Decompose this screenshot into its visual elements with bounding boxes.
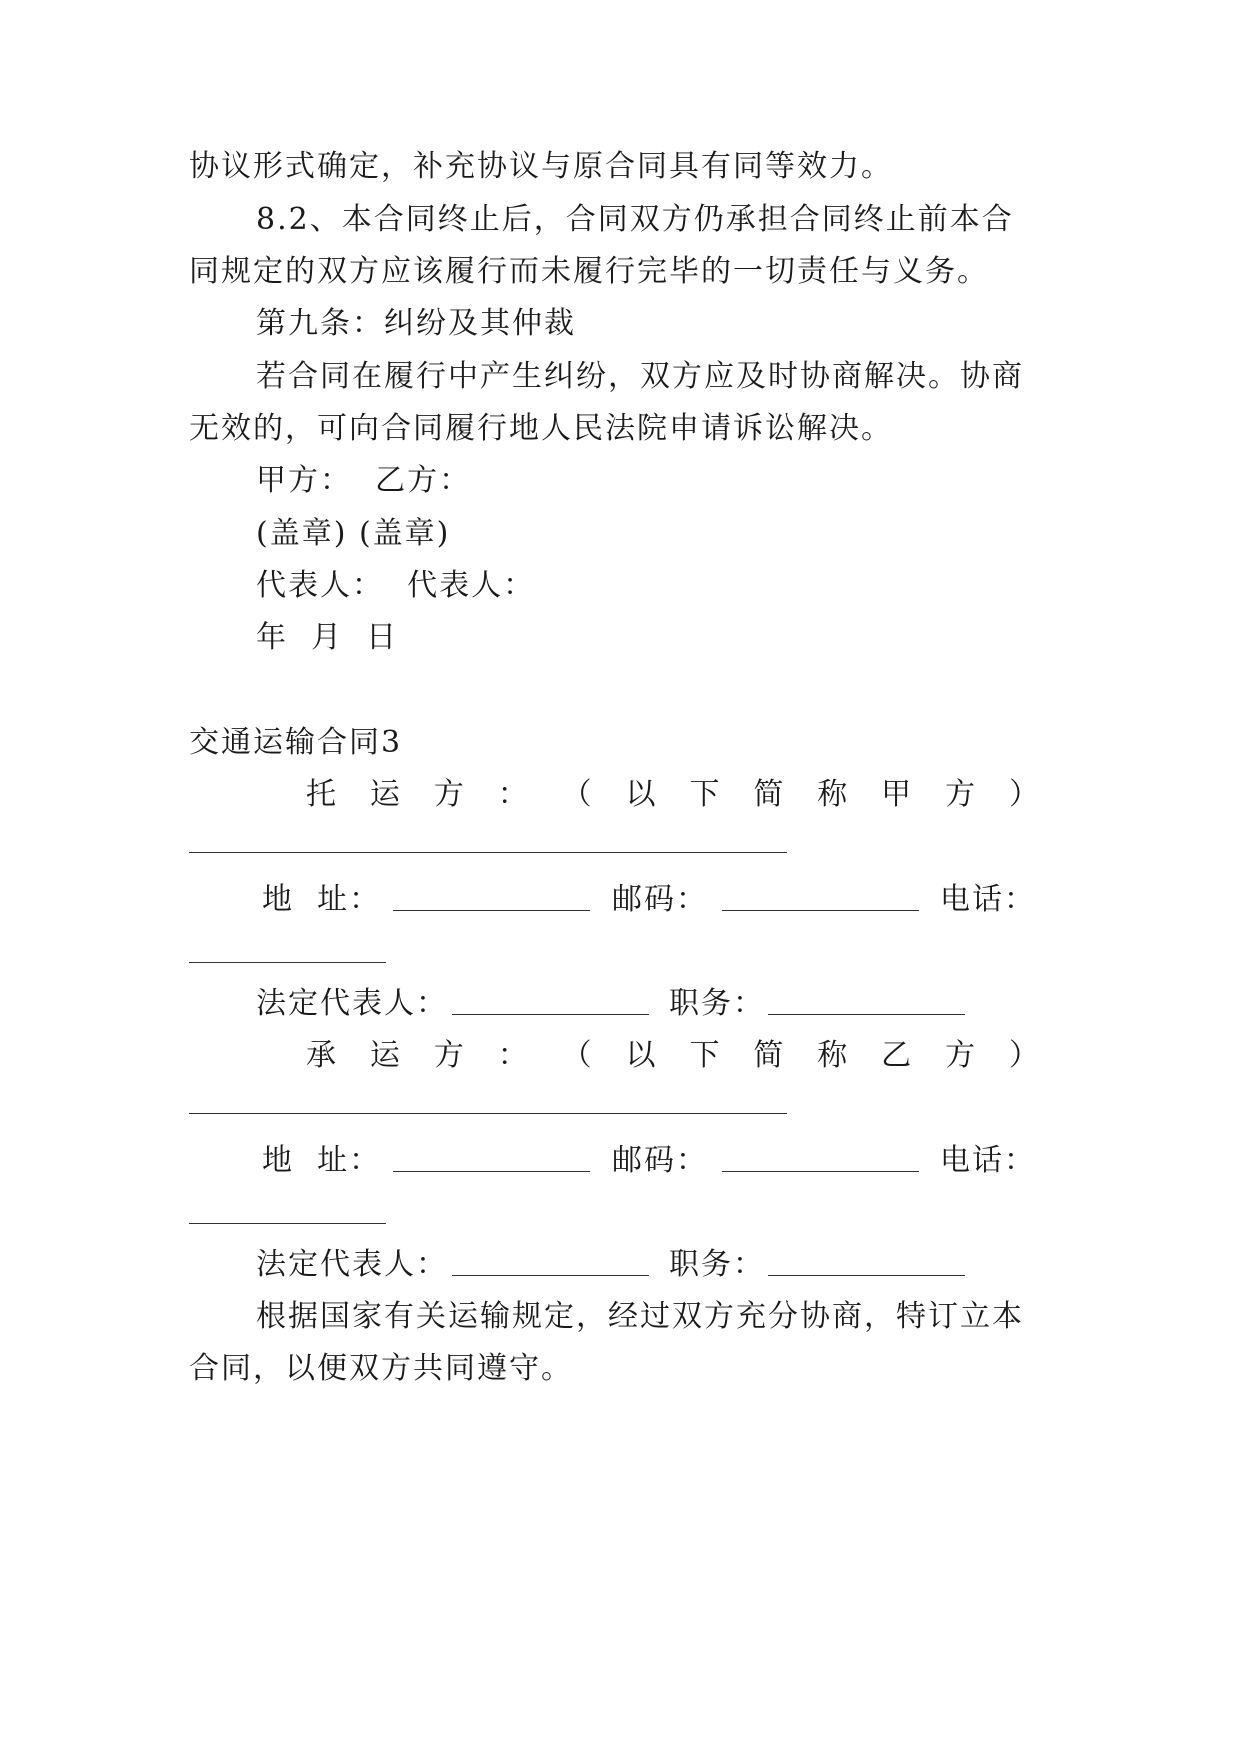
shipper-name-blank (189, 852, 787, 853)
carrier-address-label: 地 址： (262, 1143, 382, 1178)
carrier-char: 承 (306, 1038, 338, 1073)
shipper-party-line (306, 775, 1041, 815)
carrier-char: 称 (817, 1038, 850, 1073)
carrier-position-blank (768, 1275, 965, 1276)
shipper-char: （ (561, 777, 594, 812)
carrier-legal-rep-label: 法定代表人： (256, 1247, 448, 1282)
shipper-char: 称 (817, 777, 850, 812)
paragraph-line: 协议形式确定，补充协议与原合同具有同等效力。 (189, 149, 893, 184)
contract-title: 交通运输合同3 (189, 725, 403, 760)
carrier-char: 简 (753, 1038, 786, 1073)
shipper-address-label: 地 址： (262, 882, 382, 917)
shipper-char: ： (497, 777, 530, 812)
carrier-name-blank (189, 1113, 787, 1114)
party-signature-line: 甲方： 乙方： (256, 463, 472, 498)
carrier-char: 方 (945, 1038, 978, 1073)
shipper-position-label: 职务： (669, 986, 765, 1021)
shipper-address-blank (393, 910, 590, 911)
carrier-position-label: 职务： (669, 1247, 765, 1282)
shipper-char: 下 (689, 777, 722, 812)
seal-line: (盖章) (盖章) (256, 516, 451, 551)
article-heading: 第九条：纠纷及其仲裁 (256, 306, 576, 341)
shipper-phone-label: 电话： (940, 882, 1036, 917)
carrier-postcode-label: 邮码： (612, 1143, 708, 1178)
shipper-char: ） (1008, 777, 1041, 812)
paragraph-line: 8.2、本合同终止后，合同双方仍承担合同终止前本合 (256, 202, 1014, 237)
carrier-char: ： (497, 1038, 530, 1073)
carrier-char: 运 (369, 1038, 402, 1073)
paragraph-line: 同规定的双方应该履行而未履行完毕的一切责任与义务。 (189, 254, 989, 289)
shipper-postcode-label: 邮码： (612, 882, 708, 917)
shipper-char: 甲 (881, 777, 914, 812)
paragraph-line: 合同，以便双方共同遵守。 (189, 1351, 573, 1386)
carrier-char: 方 (433, 1038, 466, 1073)
carrier-char: ） (1008, 1038, 1041, 1073)
shipper-position-blank (768, 1014, 965, 1015)
shipper-char: 方 (945, 777, 978, 812)
paragraph-line: 无效的，可向合同履行地人民法院申请诉讼解决。 (189, 411, 893, 446)
carrier-char: 以 (625, 1038, 658, 1073)
carrier-phone-label: 电话： (940, 1143, 1036, 1178)
shipper-char: 以 (625, 777, 658, 812)
shipper-legal-rep-label: 法定代表人： (256, 986, 448, 1021)
shipper-char: 方 (433, 777, 466, 812)
carrier-legal-rep-blank (452, 1275, 649, 1276)
carrier-char: 乙 (881, 1038, 914, 1073)
carrier-address-blank (393, 1171, 590, 1172)
paragraph-line: 根据国家有关运输规定，经过双方充分协商，特订立本 (256, 1299, 1024, 1334)
shipper-phone-blank (189, 962, 386, 963)
representative-line: 代表人： 代表人： (256, 568, 536, 603)
carrier-party-line (306, 1036, 1041, 1076)
carrier-postcode-blank (722, 1171, 919, 1172)
carrier-char: 下 (689, 1038, 722, 1073)
shipper-char: 托 (306, 777, 338, 812)
shipper-postcode-blank (722, 910, 919, 911)
date-line: 年 月 日 (256, 620, 399, 655)
carrier-phone-blank (189, 1223, 386, 1224)
paragraph-line: 若合同在履行中产生纠纷，双方应及时协商解决。协商 (256, 359, 1024, 394)
shipper-legal-rep-blank (452, 1014, 649, 1015)
shipper-char: 简 (753, 777, 786, 812)
carrier-char: （ (561, 1038, 594, 1073)
shipper-char: 运 (369, 777, 402, 812)
